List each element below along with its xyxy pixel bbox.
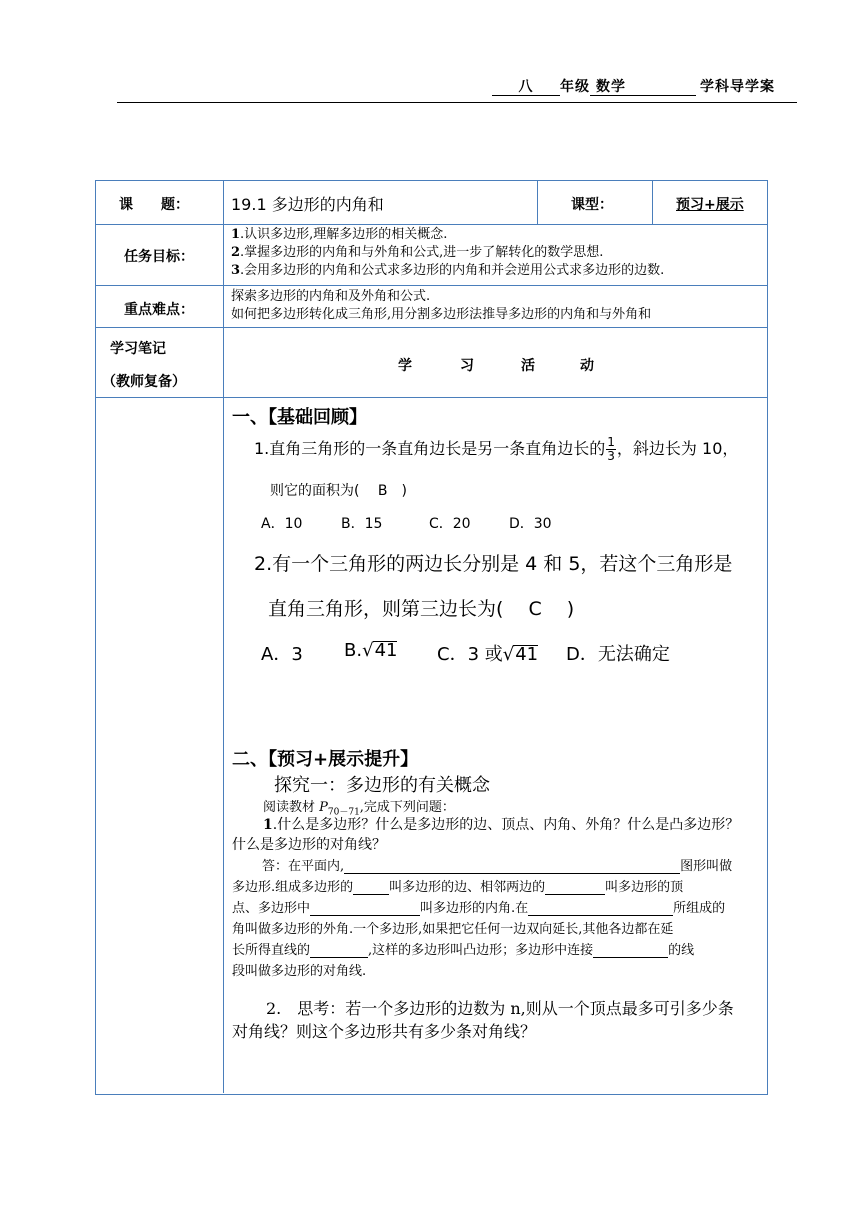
option: B．15	[341, 516, 383, 532]
fill-blank[interactable]	[344, 859, 680, 874]
option: D．30	[509, 516, 552, 532]
notes-sublabel: （教师复备）	[102, 374, 186, 390]
fill-blank[interactable]	[310, 943, 368, 958]
answer-line: 长所得直线的 ,这样的多边形叫凸边形；多边形中连接 的线	[232, 943, 695, 958]
fraction: $\frac{1}{3}$	[607, 435, 615, 463]
question-1-line2: 什么是多边形的对角线？	[232, 837, 386, 853]
question-1: 1.什么是多边形？什么是多边形的边、顶点、内角、外角？什么是凸多边形？	[263, 817, 740, 833]
type-value: 预习+展示	[676, 197, 744, 213]
activity-heading: 习	[460, 358, 474, 374]
question-2: 2.有一个三角形的两边长分别是 4 和 5，若这个三角形是	[254, 553, 733, 575]
row-divider	[96, 327, 767, 328]
fill-blank[interactable]	[593, 943, 668, 958]
topic-value: 19.1 多边形的内角和	[231, 195, 384, 214]
key-point: 如何把多边形转化成三角形,用分割多边形法推导多边形的内角和与外角和	[231, 307, 652, 322]
key-point: 探索多边形的内角和及外角和公式.	[231, 289, 431, 304]
subsection-heading: 探究一：多边形的有关概念	[274, 775, 490, 796]
question-1-line2: 则它的面积为( B )	[270, 483, 407, 499]
grade-suffix: 年级	[560, 79, 590, 95]
reading-instruction: 阅读教材 $P_{70-71}$,完成下列问题：	[263, 800, 455, 818]
option: D．无法确定	[566, 644, 670, 665]
answer-line: 多边形.组成多边形的 叫多边形的边、相邻两边的 叫多边形的顶	[232, 880, 684, 895]
option: A．3	[261, 644, 303, 665]
key-label: 重点难点：	[124, 302, 194, 318]
option: A．10	[261, 516, 303, 532]
question-2: 2. 思考：若一个多边形的边数为 n,则从一个顶点最多可引多少条	[266, 999, 734, 1018]
notes-label: 学习笔记	[110, 341, 166, 357]
page-header	[492, 76, 775, 96]
fill-blank[interactable]	[545, 880, 605, 895]
goal-item: 3.会用多边形的内角和公式求多边形的内角和并会逆用公式求多边形的边数.	[231, 263, 665, 278]
answer-line: 点、多边形中 叫多边形的内角.在 所组成的	[232, 901, 726, 916]
goal-item: 2.掌握多边形的内角和与外角和公式,进一步了解转化的数学思想.	[231, 245, 604, 260]
activity-heading: 动	[580, 358, 594, 374]
answer-line: 段叫做多边形的对角线.	[232, 964, 367, 979]
header-rule	[117, 102, 797, 103]
question-2-line2: 对角线？则这个多边形共有多少条对角线？	[232, 1022, 537, 1041]
activity-heading: 学	[398, 358, 412, 374]
answer-line: 答：在平面内, 图形叫做	[262, 859, 733, 874]
fill-blank[interactable]	[353, 880, 389, 895]
col-divider	[223, 181, 224, 1093]
row-divider	[96, 397, 767, 398]
grade-blank: 八	[492, 79, 560, 96]
section-heading: 二、【预习+展示提升】	[232, 749, 419, 770]
question-1: 1.直角三角形的一条直角边长是另一条直角边长的 $\frac{1}{3}$ ，斜边长为 10，	[254, 435, 739, 463]
option: B.√41	[344, 640, 398, 661]
section-heading: 一、【基础回顾】	[232, 407, 367, 428]
topic-label: 课 题：	[119, 197, 189, 213]
question-2-line2: 直角三角形，则第三边长为( C )	[268, 598, 575, 620]
goals-label: 任务目标：	[124, 249, 194, 265]
col-divider	[652, 181, 653, 224]
row-divider	[96, 285, 767, 286]
type-label: 课型：	[571, 197, 613, 213]
row-divider	[96, 224, 767, 225]
goal-item: 1.认识多边形,理解多边形的相关概念.	[231, 227, 448, 242]
activity-heading: 活	[521, 358, 535, 374]
col-divider	[537, 181, 538, 224]
answer-line: 角叫做多边形的外角.一个多边形,如果把它任何一边双向延长,其他各边都在延	[232, 922, 674, 937]
header-title: 学科导学案	[700, 79, 775, 95]
option: C．3 或√41	[437, 644, 539, 665]
option: C．20	[429, 516, 471, 532]
subject-blank: 数学	[590, 79, 696, 96]
fill-blank[interactable]	[528, 901, 673, 916]
fill-blank[interactable]	[310, 901, 420, 916]
